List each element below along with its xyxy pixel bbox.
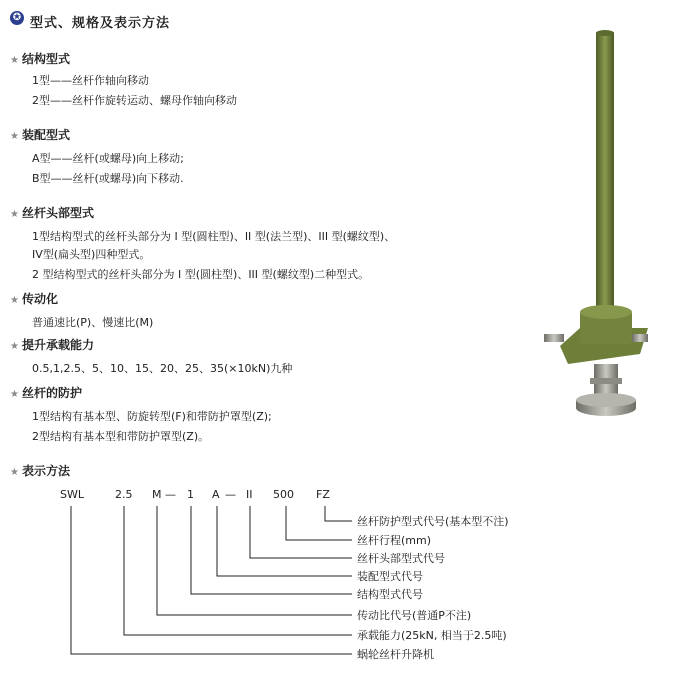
section-heading: ★ 表示方法 — [10, 464, 70, 478]
code-part-stroke: 500 — [273, 488, 294, 501]
code-description: 丝杆防护型式代号(基本型不注) — [357, 515, 509, 528]
connector-line — [325, 506, 352, 521]
section-line: 2型结构有基本型和带防护罩型(Z)。 — [32, 430, 210, 443]
code-description: 承载能力(25kN, 相当于2.5吨) — [357, 629, 507, 642]
screw-jack-image — [540, 28, 650, 428]
connector-line — [286, 506, 352, 540]
code-part-protection: FZ — [316, 488, 330, 501]
code-description: 传动比代号(普通P不注) — [357, 609, 472, 622]
code-dash: — — [225, 488, 236, 501]
connector-line — [250, 506, 352, 558]
input-shaft-right — [632, 334, 648, 342]
code-part-structure: 1 — [187, 488, 194, 501]
star-icon: ★ — [10, 467, 19, 478]
star-icon: ★ — [10, 389, 19, 400]
code-description: 丝杆行程(mm) — [357, 534, 432, 547]
section-line: A型——丝杆(或螺母)向上移动; — [32, 152, 184, 165]
code-part-assembly: A — [212, 488, 220, 501]
connector-line — [124, 506, 352, 635]
code-part-ratio: M — [152, 488, 162, 501]
section-line: 1型——丝杆作轴向移动 — [32, 74, 149, 87]
code-description: 结构型式代号 — [357, 588, 423, 601]
input-shaft-left — [544, 334, 564, 342]
code-part-head: II — [246, 488, 253, 501]
star-icon: ★ — [10, 295, 19, 306]
page-title: 型式、规格及表示方法 — [30, 16, 171, 31]
section-heading: ★ 装配型式 — [10, 128, 70, 142]
lead-screw — [596, 32, 614, 317]
section-line: 1型结构型式的丝杆头部分为 I 型(圆柱型)、II 型(法兰型)、III 型(螺纹型)、 — [32, 230, 396, 243]
code-description: 蜗轮丝杆升降机 — [357, 648, 434, 661]
section-line: 0.5,1,2.5、5、10、15、20、25、35(×10kN)九种 — [32, 362, 293, 375]
connector-line — [71, 506, 352, 654]
section-line: 2型——丝杆作旋转运动、螺母作轴向移动 — [32, 94, 237, 107]
section-line: 普通速比(P)、慢速比(M) — [32, 316, 154, 329]
star-icon: ★ — [10, 341, 19, 352]
section-heading: ★ 提升承载能力 — [10, 338, 94, 352]
section-line: 2 型结构型式的丝杆头部分为 I 型(圆柱型)、III 型(螺纹型)二种型式。 — [32, 268, 370, 281]
section-heading: ★ 丝杆头部型式 — [10, 206, 94, 220]
star-icon: ★ — [10, 55, 19, 66]
section-line: IV型(扁头型)四种型式。 — [32, 248, 151, 261]
code-dash: — — [165, 488, 176, 501]
star-circle-icon: ✪ — [10, 11, 24, 25]
connector-line — [191, 506, 352, 594]
section-line: 1型结构有基本型、防旋转型(F)和带防护罩型(Z); — [32, 410, 272, 423]
star-icon: ★ — [10, 209, 19, 220]
connector-line — [217, 506, 352, 576]
star-icon: ★ — [10, 131, 19, 142]
section-heading: ★ 结构型式 — [10, 52, 70, 66]
code-part-swl: SWL — [60, 488, 84, 501]
code-description: 装配型式代号 — [357, 570, 423, 583]
code-description: 丝杆头部型式代号 — [357, 552, 445, 565]
section-heading: ★ 丝杆的防护 — [10, 386, 82, 400]
section-heading: ★ 传动化 — [10, 292, 58, 306]
connector-line — [157, 506, 352, 615]
section-line: B型——丝杆(或螺母)向下移动. — [32, 172, 184, 185]
code-part-capacity: 2.5 — [115, 488, 133, 501]
